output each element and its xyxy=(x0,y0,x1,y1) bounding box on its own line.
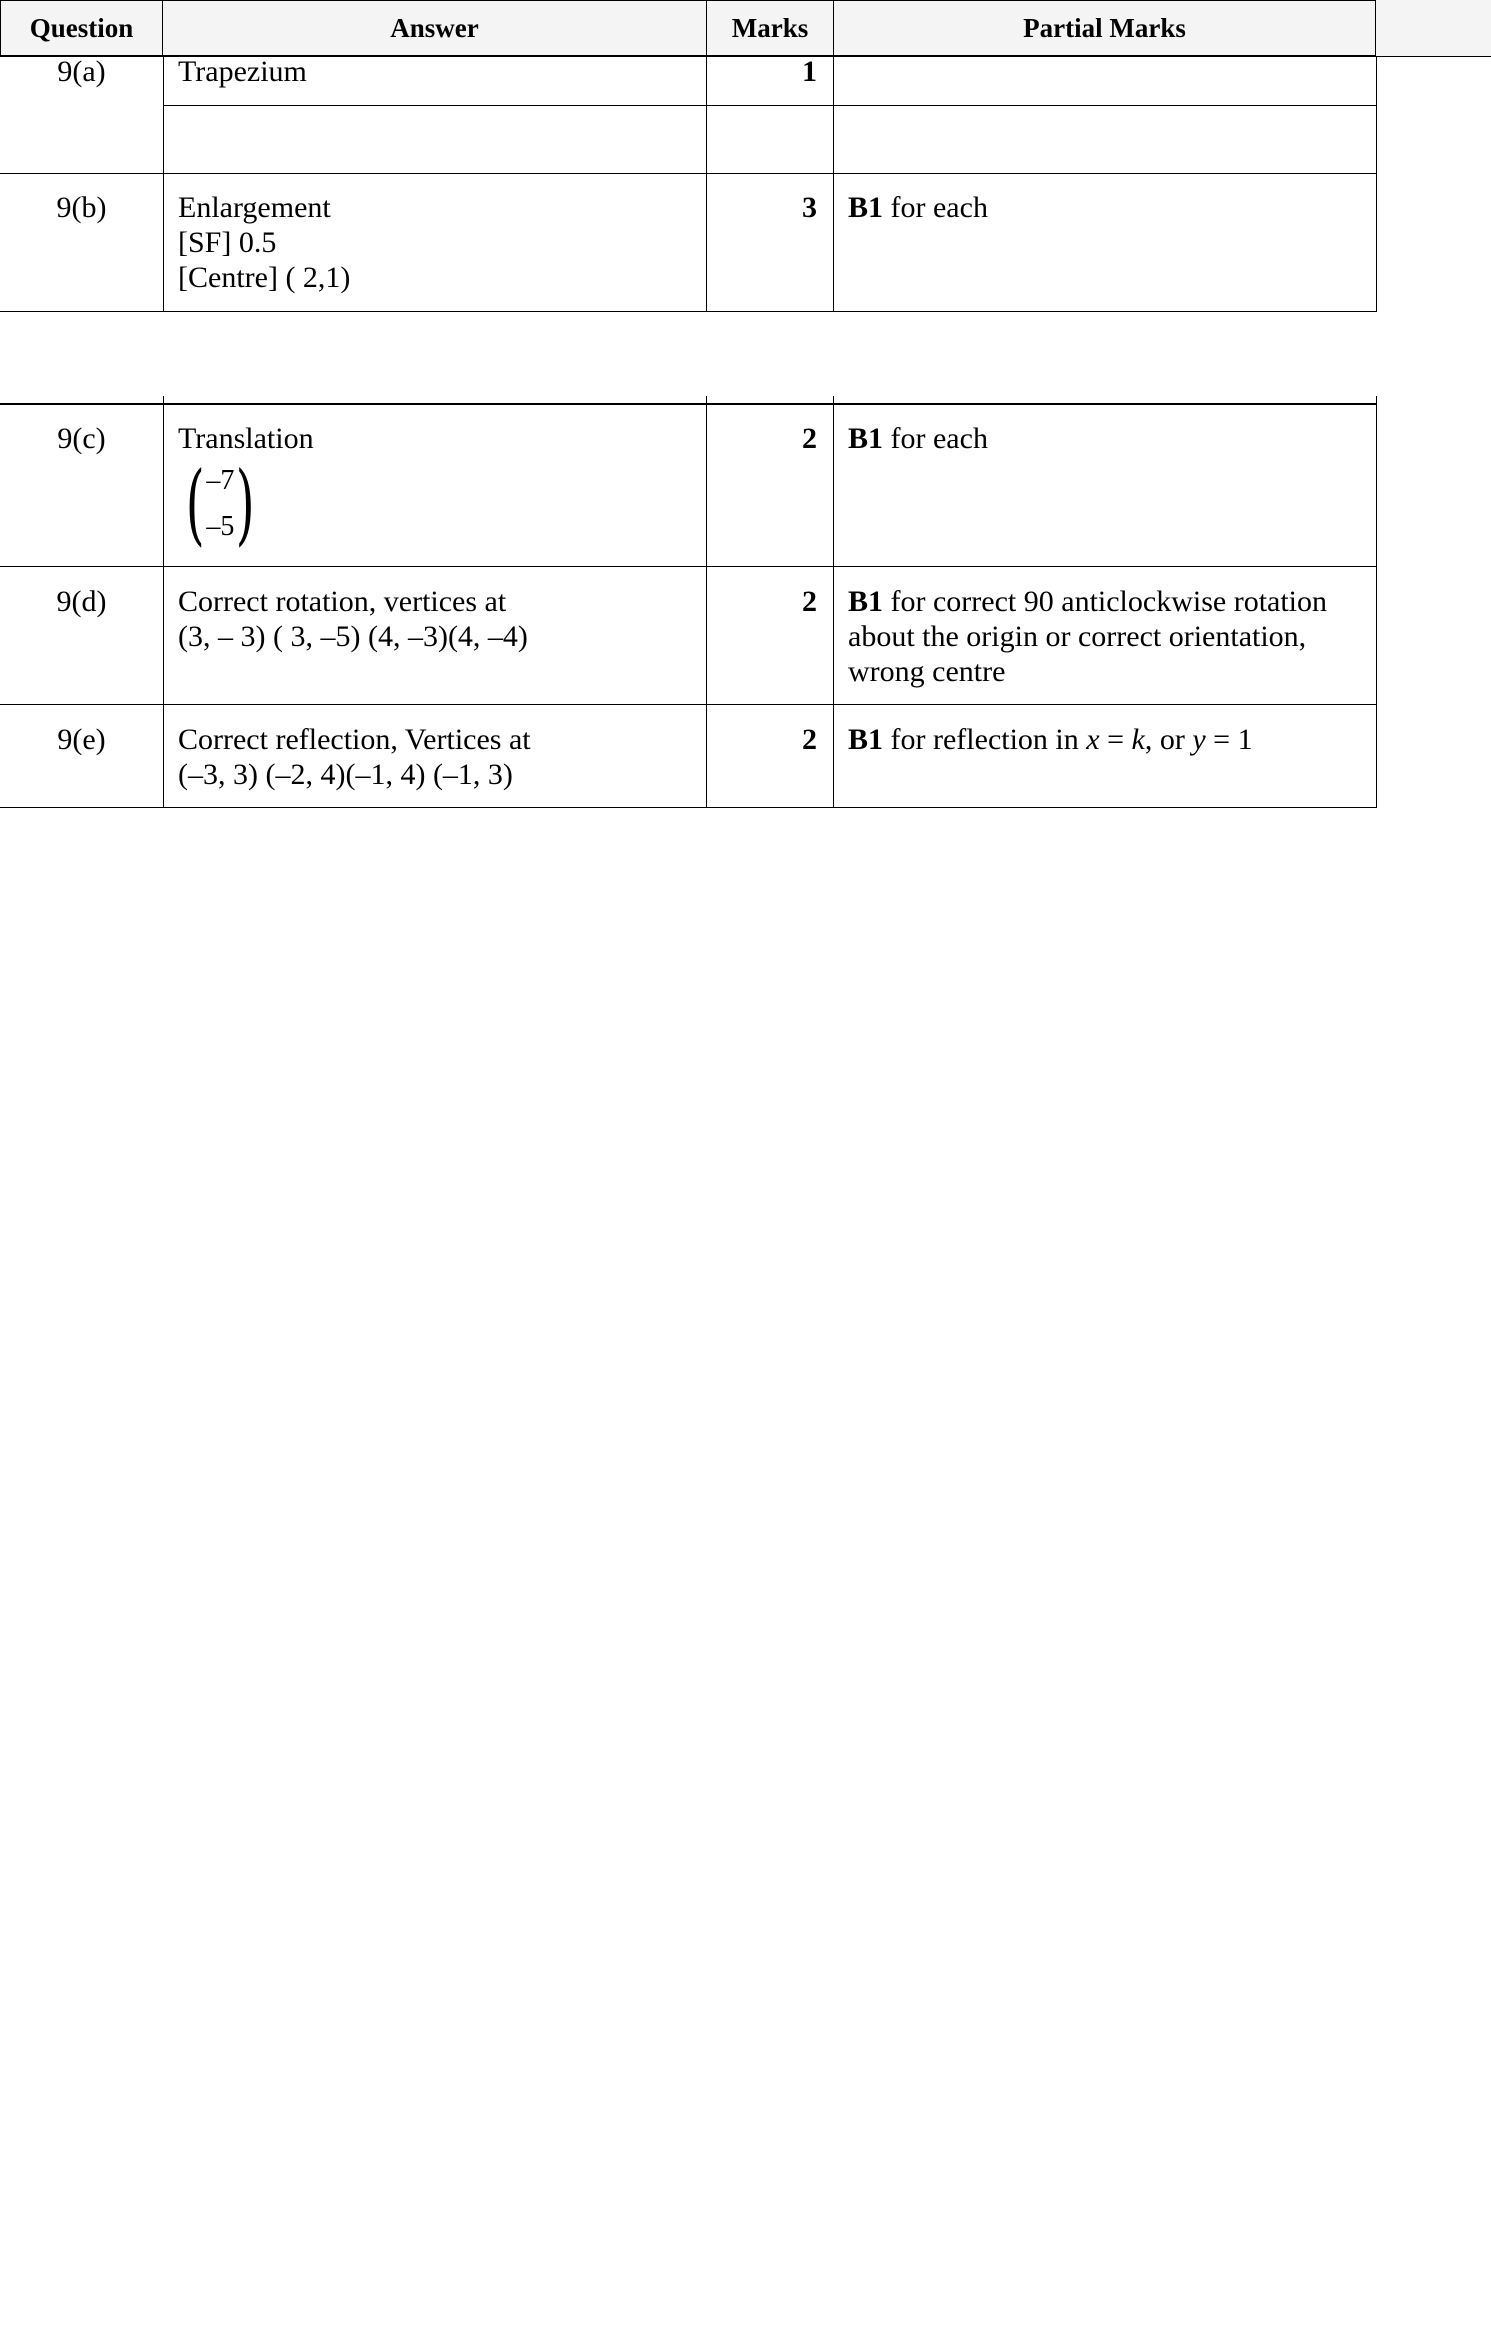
answer-text xyxy=(178,584,698,654)
header-marks: Marks xyxy=(706,0,834,56)
answer-line: (–3, 3) (–2, 4)(–1, 4) (–1, 3) xyxy=(178,758,513,791)
answer-text xyxy=(178,722,698,792)
grid-line xyxy=(0,403,1377,405)
answer-line: Translation xyxy=(178,422,314,455)
equals-one: = 1 xyxy=(1205,723,1253,756)
mark-code: B1 xyxy=(848,422,884,455)
mark-code: B1 xyxy=(848,191,884,224)
equals-sign: = xyxy=(1099,723,1132,756)
grid-line xyxy=(163,105,1377,106)
header-partial-marks: Partial Marks xyxy=(833,0,1376,56)
answer-text xyxy=(178,190,698,295)
right-paren-icon: ) xyxy=(236,452,255,555)
grid-line xyxy=(833,396,834,808)
header-question: Question xyxy=(0,0,163,56)
grid-line xyxy=(0,311,1377,312)
grid-line xyxy=(833,56,834,312)
answer-line: [Centre] ( 2,1) xyxy=(178,261,351,294)
table-header xyxy=(0,0,1491,57)
grid-line xyxy=(163,396,164,808)
mark-code: B1 xyxy=(848,723,884,756)
marks-value: 2 xyxy=(802,422,817,455)
grid-line xyxy=(0,807,1377,808)
translation-vector xyxy=(178,452,263,555)
partial-description: for each xyxy=(883,191,988,224)
mark-code: B1 xyxy=(848,585,884,618)
grid-line xyxy=(1376,396,1377,808)
partial-marks-text xyxy=(848,190,1348,225)
partial-description: for each xyxy=(883,422,988,455)
question-number: 9(c) xyxy=(57,422,106,455)
answer-line: Enlargement xyxy=(178,191,331,224)
partial-description: for correct 90 anticlockwise rotation about the origin or correct orientation, wrong centre xyxy=(848,585,1328,688)
left-paren-icon: ( xyxy=(185,452,205,555)
answer-line: Correct rotation, vertices at xyxy=(178,585,507,618)
vector-top: –7 xyxy=(206,465,235,496)
answer-line: (3, – 3) ( 3, –5) (4, –3)(4, –4) xyxy=(178,620,528,653)
question-number: 9(e) xyxy=(57,723,106,756)
variable-y: y xyxy=(1192,723,1206,756)
answer-text: Trapezium xyxy=(178,55,307,88)
vector-components xyxy=(206,458,234,550)
grid-line xyxy=(0,704,1377,705)
question-number: 9(a) xyxy=(57,55,106,88)
partial-description: for reflection in xyxy=(883,723,1087,756)
header-answer: Answer xyxy=(162,0,707,56)
variable-x: x xyxy=(1086,723,1100,756)
grid-line xyxy=(0,173,1377,174)
answer-text xyxy=(178,421,698,555)
answer-line: Correct reflection, Vertices at xyxy=(178,723,531,756)
vector-bottom: –5 xyxy=(206,511,235,542)
marks-value: 1 xyxy=(802,55,817,88)
marks-value: 2 xyxy=(802,723,817,756)
variable-k: k xyxy=(1131,723,1145,756)
separator-text: , or xyxy=(1144,723,1193,756)
question-number: 9(b) xyxy=(56,191,107,224)
question-number: 9(d) xyxy=(56,585,107,618)
grid-line xyxy=(0,566,1377,567)
answer-line: [SF] 0.5 xyxy=(178,226,277,259)
partial-marks-text xyxy=(848,421,1348,456)
grid-line xyxy=(706,56,707,312)
grid-line xyxy=(163,56,164,312)
marks-value: 2 xyxy=(802,585,817,618)
grid-line xyxy=(1376,56,1377,312)
partial-marks-text xyxy=(848,722,1348,757)
partial-marks-text xyxy=(848,584,1348,689)
marks-value: 3 xyxy=(802,191,817,224)
